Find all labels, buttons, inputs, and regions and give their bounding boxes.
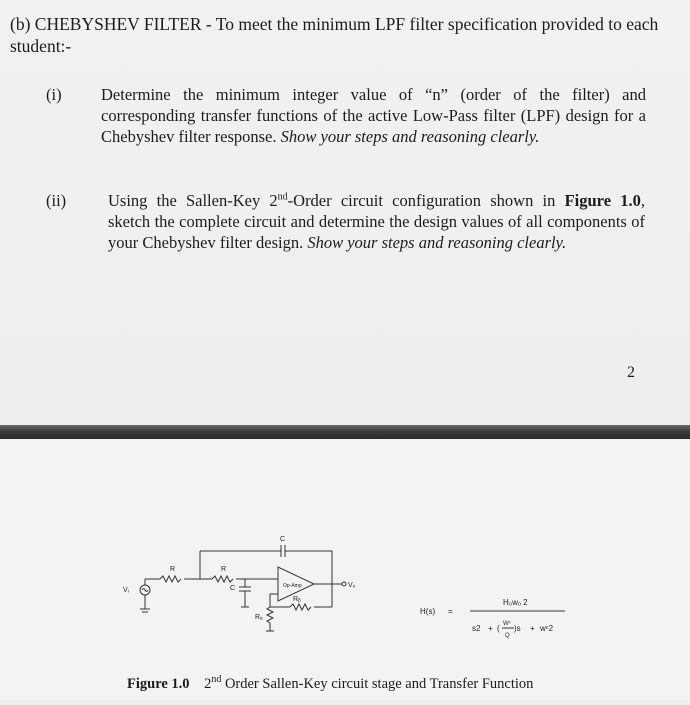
figure-label: Figure 1.0 bbox=[127, 676, 190, 692]
tf-s: )s bbox=[514, 624, 521, 633]
sallen-key-figure bbox=[0, 439, 690, 700]
tf-s2: s2 bbox=[472, 624, 481, 633]
tf-plus2: + bbox=[530, 624, 535, 633]
tf-wc2: wᶜ2 bbox=[540, 624, 554, 633]
resistor-rb-icon bbox=[290, 604, 311, 610]
item-text bbox=[101, 84, 646, 147]
tf-lhs: H(s) bbox=[420, 607, 436, 616]
tf-paren: ( bbox=[497, 624, 500, 633]
label-vi: Vᵢ bbox=[123, 587, 129, 594]
tf-equals: = bbox=[448, 607, 453, 616]
figure-area bbox=[0, 439, 690, 700]
caption-pre: 2 bbox=[204, 676, 212, 692]
tf-plus1: + bbox=[488, 624, 493, 633]
item-sup: nd bbox=[277, 191, 288, 203]
caption-sup: nd bbox=[211, 674, 222, 686]
resistor-ra-icon bbox=[267, 607, 273, 623]
tf-numerator: H₀wₒ 2 bbox=[503, 598, 528, 607]
item-number: (i) bbox=[46, 85, 62, 104]
label-vo: Vₒ bbox=[348, 582, 356, 589]
label-r1: R bbox=[170, 566, 176, 573]
item-emphasis: Show your steps and reasoning clearly. bbox=[280, 127, 540, 146]
label-rb: Rᵦ bbox=[293, 596, 301, 603]
page-number: 2 bbox=[627, 364, 635, 381]
tf-q: Q bbox=[505, 633, 510, 639]
item-emphasis: Show your steps and reasoning clearly. bbox=[307, 233, 567, 252]
figure-reference: Figure 1.0 bbox=[564, 191, 641, 210]
item-body-post: , sketch the complete circuit and determine the design values of all components of your Chebyshev filter design. bbox=[108, 191, 645, 252]
item-text bbox=[108, 190, 645, 253]
resistor-r2-icon bbox=[212, 576, 233, 582]
label-r2: R bbox=[221, 566, 227, 573]
item-body: Determine the minimum integer value of “n” (order of the filter) and corresponding transfer functions of the active Low-Pass filter (LPF) design for a Chebyshev filter response. bbox=[101, 85, 646, 146]
label-c-top: C bbox=[280, 536, 286, 543]
label-opamp: Op-Amp bbox=[283, 583, 302, 589]
item-body-mid: -Order circuit configuration shown in bbox=[287, 191, 556, 210]
label-c-mid: C bbox=[230, 585, 236, 592]
caption-text: Order Sallen-Key circuit stage and Transfer Function bbox=[221, 676, 534, 692]
tf-wc: Wᶜ bbox=[503, 621, 511, 627]
question-heading: (b) CHEBYSHEV FILTER - To meet the minimum LPF filter specification provided to each student:- bbox=[10, 14, 659, 56]
resistor-r1-icon bbox=[160, 576, 181, 582]
label-ra: Rₐ bbox=[255, 614, 263, 621]
item-number: (ii) bbox=[46, 191, 67, 210]
output-terminal-icon bbox=[342, 582, 346, 586]
item-body-pre: Using the Sallen-Key 2 bbox=[108, 191, 278, 210]
page-divider bbox=[0, 425, 690, 439]
source-wave-icon bbox=[142, 589, 148, 592]
figure-caption bbox=[127, 675, 533, 693]
